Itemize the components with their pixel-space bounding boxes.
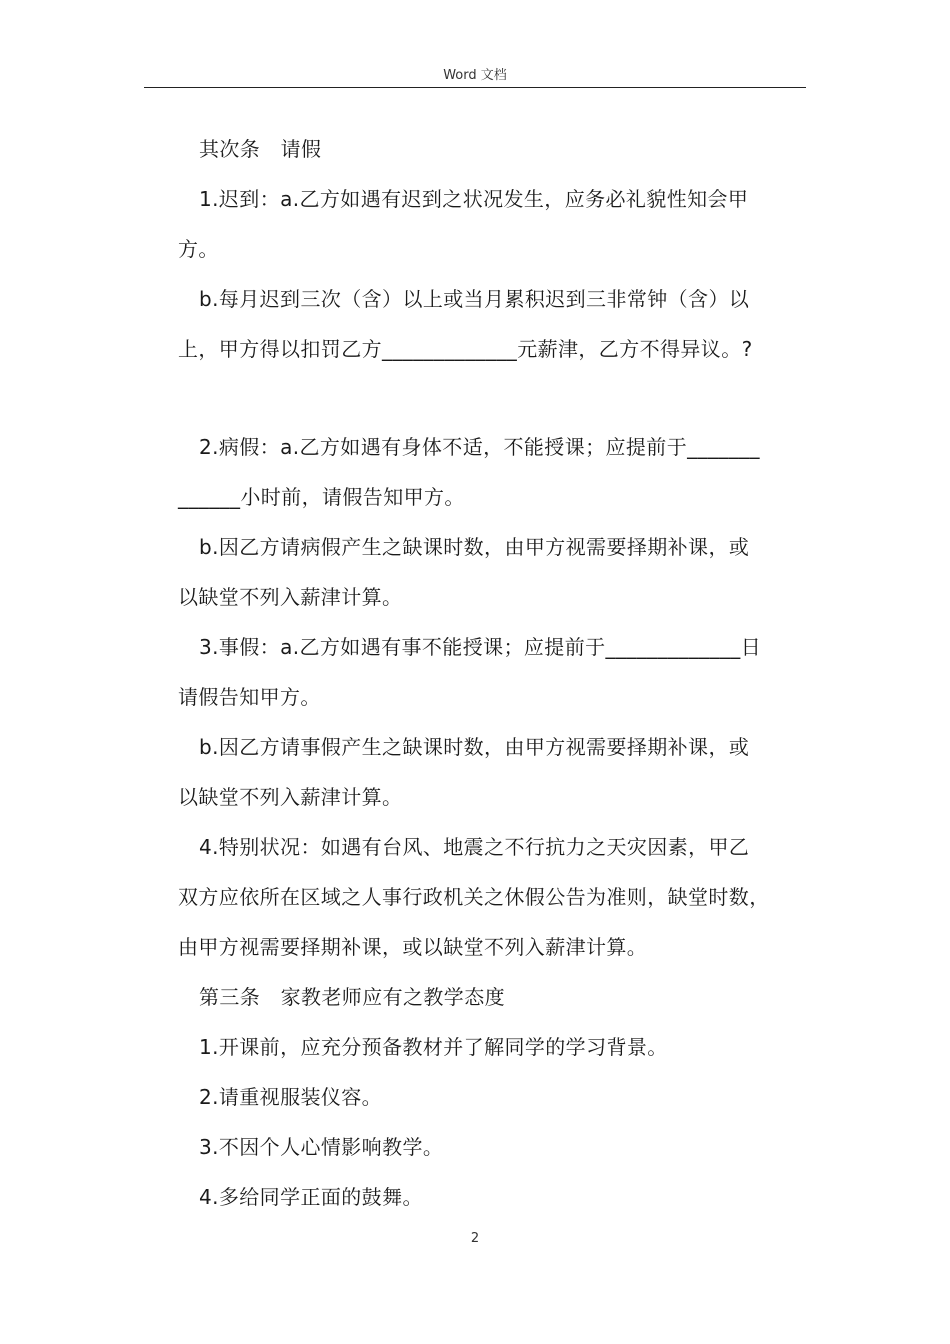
paragraph-line: 2.请重视服装仪容。 bbox=[199, 1085, 383, 1109]
article-heading: 其次条 请假 bbox=[199, 137, 322, 161]
paragraph-line: 3.不因个人心情影响教学。 bbox=[199, 1135, 444, 1159]
paragraph-line: 以缺堂不列入薪津计算。 bbox=[178, 585, 403, 609]
paragraph-line: 2.病假：a.乙方如遇有身体不适，不能授课；应提前于_______ bbox=[199, 435, 760, 459]
page-number: 2 bbox=[470, 1231, 480, 1246]
paragraph-line: 双方应依所在区域之人事行政机关之休假公告为准则，缺堂时数， bbox=[178, 885, 770, 909]
paragraph-line: 方。 bbox=[178, 237, 219, 261]
paragraph-line: ______小时前，请假告知甲方。 bbox=[178, 485, 465, 509]
paragraph-line: 1.迟到：a.乙方如遇有迟到之状况发生，应务必礼貌性知会甲 bbox=[199, 187, 749, 211]
page-header: Word 文档 bbox=[443, 68, 507, 83]
paragraph-line: b.每月迟到三次（含）以上或当月累积迟到三非常钟（含）以 bbox=[199, 287, 750, 311]
paragraph-line: 以缺堂不列入薪津计算。 bbox=[178, 785, 403, 809]
header-divider bbox=[144, 87, 806, 88]
paragraph-line: 请假告知甲方。 bbox=[178, 685, 321, 709]
paragraph-line: b.因乙方请病假产生之缺课时数，由甲方视需要择期补课，或 bbox=[199, 535, 750, 559]
paragraph-line: b.因乙方请事假产生之缺课时数，由甲方视需要择期补课，或 bbox=[199, 735, 750, 759]
paragraph-line: 1.开课前，应充分预备教材并了解同学的学习背景。 bbox=[199, 1035, 668, 1059]
paragraph-line: 上，甲方得以扣罚乙方_____________元薪津，乙方不得异议。? bbox=[178, 337, 753, 361]
paragraph-line: 4.多给同学正面的鼓舞。 bbox=[199, 1185, 423, 1209]
article-heading: 第三条 家教老师应有之教学态度 bbox=[199, 985, 505, 1009]
paragraph-line: 4.特别状况：如遇有台风、地震之不行抗力之天灾因素，甲乙 bbox=[199, 835, 750, 859]
paragraph-line: 由甲方视需要择期补课，或以缺堂不列入薪津计算。 bbox=[178, 935, 648, 959]
paragraph-line: 3.事假：a.乙方如遇有事不能授课；应提前于_____________日 bbox=[199, 635, 762, 659]
